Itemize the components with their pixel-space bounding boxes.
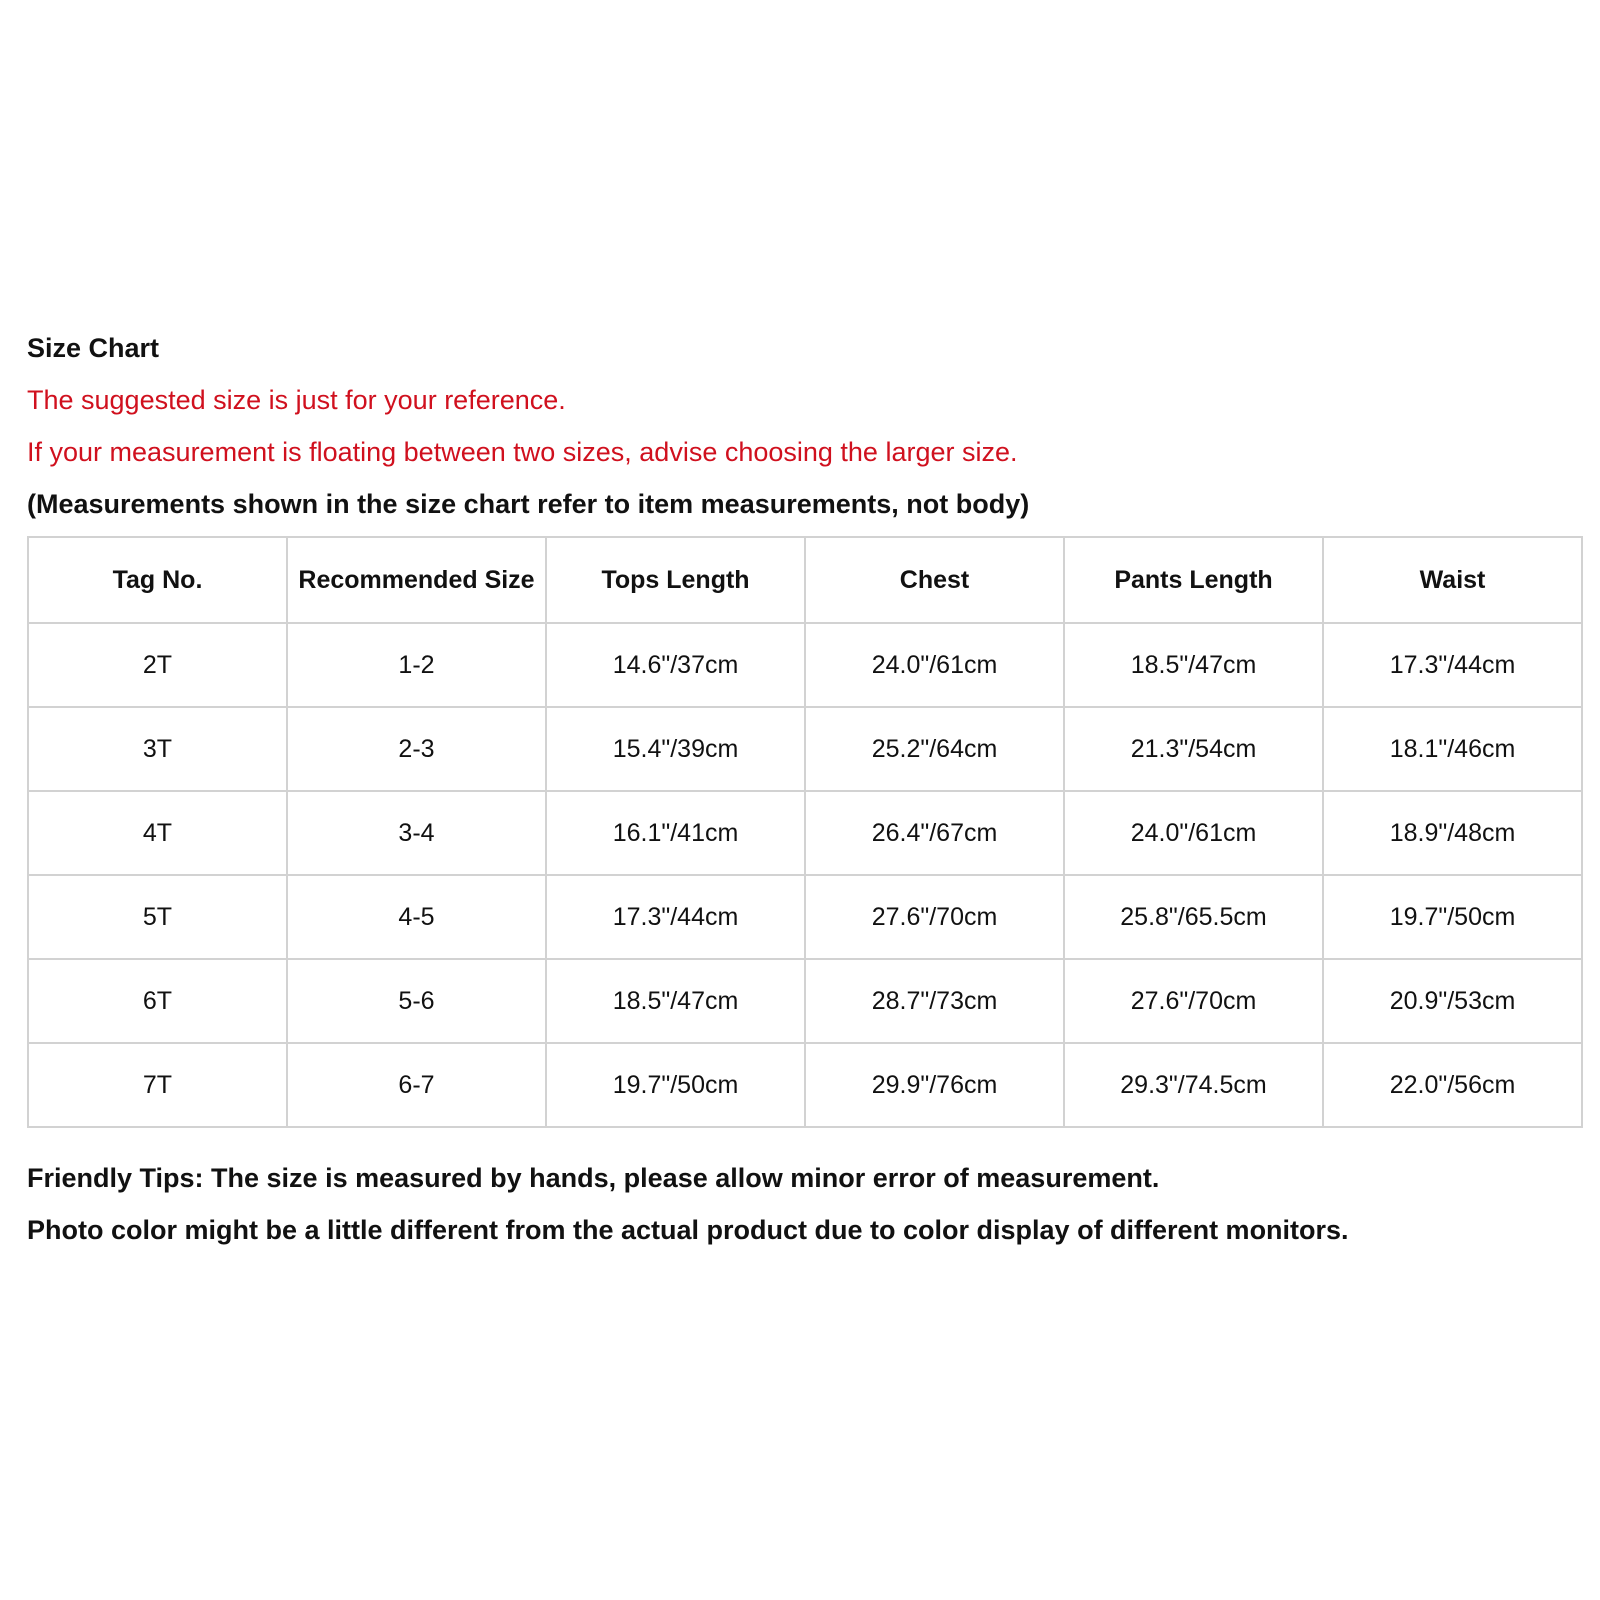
cell-pants-length: 24.0"/61cm [1064,791,1323,875]
size-chart-section [27,322,1583,1256]
table-row [28,791,1582,875]
cell-chest: 27.6"/70cm [805,875,1064,959]
cell-waist: 19.7"/50cm [1323,875,1582,959]
cell-tops-length: 19.7"/50cm [546,1043,805,1127]
measurement-disclaimer: (Measurements shown in the size chart refer to item measurements, not body) [27,489,1030,519]
cell-tops-length: 16.1"/41cm [546,791,805,875]
cell-waist: 22.0"/56cm [1323,1043,1582,1127]
cell-pants-length: 21.3"/54cm [1064,707,1323,791]
cell-recommended-size: 5-6 [287,959,546,1043]
size-chart-title: Size Chart [27,333,160,363]
cell-tops-length: 17.3"/44cm [546,875,805,959]
header-recommended-size: Recommended Size [287,537,546,623]
table-row [28,623,1582,707]
header-pants-length: Pants Length [1064,537,1323,623]
cell-tag-no: 2T [28,623,287,707]
cell-waist: 18.1"/46cm [1323,707,1582,791]
tips-color-difference: Photo color might be a little different from the actual product due to color display of different monitors. [27,1215,1349,1245]
cell-chest: 29.9"/76cm [805,1043,1064,1127]
table-header-row [28,537,1582,623]
larger-size-advice: If your measurement is floating between two sizes, advise choosing the larger size. [27,437,1018,467]
cell-tops-length: 15.4"/39cm [546,707,805,791]
cell-pants-length: 27.6"/70cm [1064,959,1323,1043]
table-row [28,959,1582,1043]
cell-pants-length: 18.5"/47cm [1064,623,1323,707]
tips-measurement-error: Friendly Tips: The size is measured by hands, please allow minor error of measurement. [27,1163,1160,1193]
size-table [27,536,1583,1128]
table-row [28,875,1582,959]
cell-tag-no: 5T [28,875,287,959]
cell-chest: 25.2"/64cm [805,707,1064,791]
cell-chest: 28.7"/73cm [805,959,1064,1043]
cell-recommended-size: 3-4 [287,791,546,875]
cell-pants-length: 29.3"/74.5cm [1064,1043,1323,1127]
cell-chest: 24.0"/61cm [805,623,1064,707]
cell-pants-length: 25.8"/65.5cm [1064,875,1323,959]
header-tag-no: Tag No. [28,537,287,623]
cell-waist: 18.9"/48cm [1323,791,1582,875]
cell-tag-no: 3T [28,707,287,791]
cell-recommended-size: 6-7 [287,1043,546,1127]
table-row [28,707,1582,791]
header-tops-length: Tops Length [546,537,805,623]
reference-note: The suggested size is just for your reference. [27,385,566,415]
cell-waist: 17.3"/44cm [1323,623,1582,707]
header-chest: Chest [805,537,1064,623]
cell-recommended-size: 2-3 [287,707,546,791]
header-waist: Waist [1323,537,1582,623]
cell-tops-length: 14.6"/37cm [546,623,805,707]
cell-chest: 26.4"/67cm [805,791,1064,875]
cell-waist: 20.9"/53cm [1323,959,1582,1043]
cell-tag-no: 6T [28,959,287,1043]
cell-recommended-size: 1-2 [287,623,546,707]
cell-tag-no: 7T [28,1043,287,1127]
friendly-tips [27,1152,1583,1256]
table-row [28,1043,1582,1127]
cell-recommended-size: 4-5 [287,875,546,959]
cell-tops-length: 18.5"/47cm [546,959,805,1043]
cell-tag-no: 4T [28,791,287,875]
